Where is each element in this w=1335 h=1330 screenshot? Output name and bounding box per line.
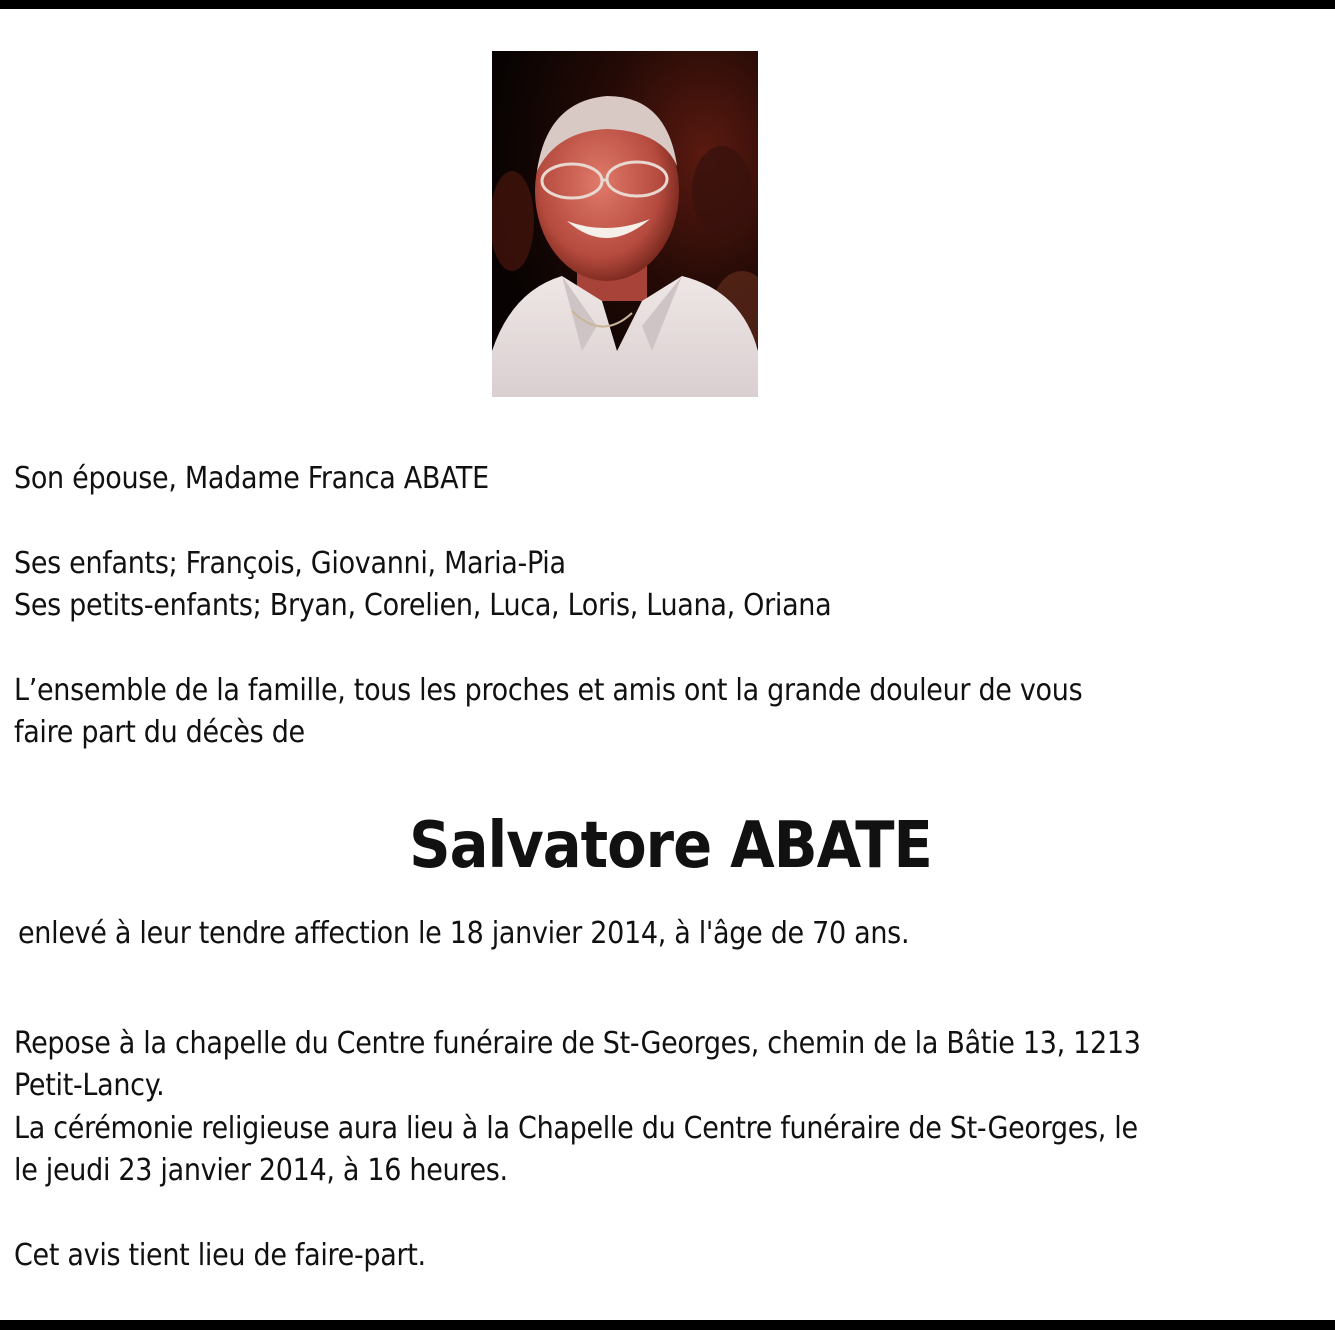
ceremony-line-1: La cérémonie religieuse aura lieu à la Chapelle du Centre funéraire de St-Georges, le: [14, 1111, 1138, 1146]
children-line: Ses enfants; François, Giovanni, Maria-Pia: [14, 546, 566, 581]
passing-line: enlevé à leur tendre affection le 18 janvier 2014, à l'âge de 70 ans.: [18, 916, 910, 951]
portrait-photo: [492, 51, 758, 397]
announcement-line-1: L’ensemble de la famille, tous les proches et amis ont la grande douleur de vous: [14, 673, 1083, 708]
closing-line: Cet avis tient lieu de faire-part.: [14, 1238, 426, 1273]
bottom-rule: [0, 1320, 1335, 1330]
rest-line-1: Repose à la chapelle du Centre funéraire de St-Georges, chemin de la Bâtie 13, 1213: [14, 1026, 1141, 1061]
ceremony-line-2: le jeudi 23 janvier 2014, à 16 heures.: [14, 1153, 508, 1188]
rest-line-2: Petit-Lancy.: [14, 1068, 165, 1103]
announcement-line-2: faire part du décès de: [14, 715, 305, 750]
top-rule: [0, 0, 1335, 9]
grandchildren-line: Ses petits-enfants; Bryan, Corelien, Luca, Loris, Luana, Oriana: [14, 588, 832, 623]
spouse-line: Son épouse, Madame Franca ABATE: [14, 461, 489, 496]
deceased-name: Salvatore ABATE: [409, 809, 932, 883]
